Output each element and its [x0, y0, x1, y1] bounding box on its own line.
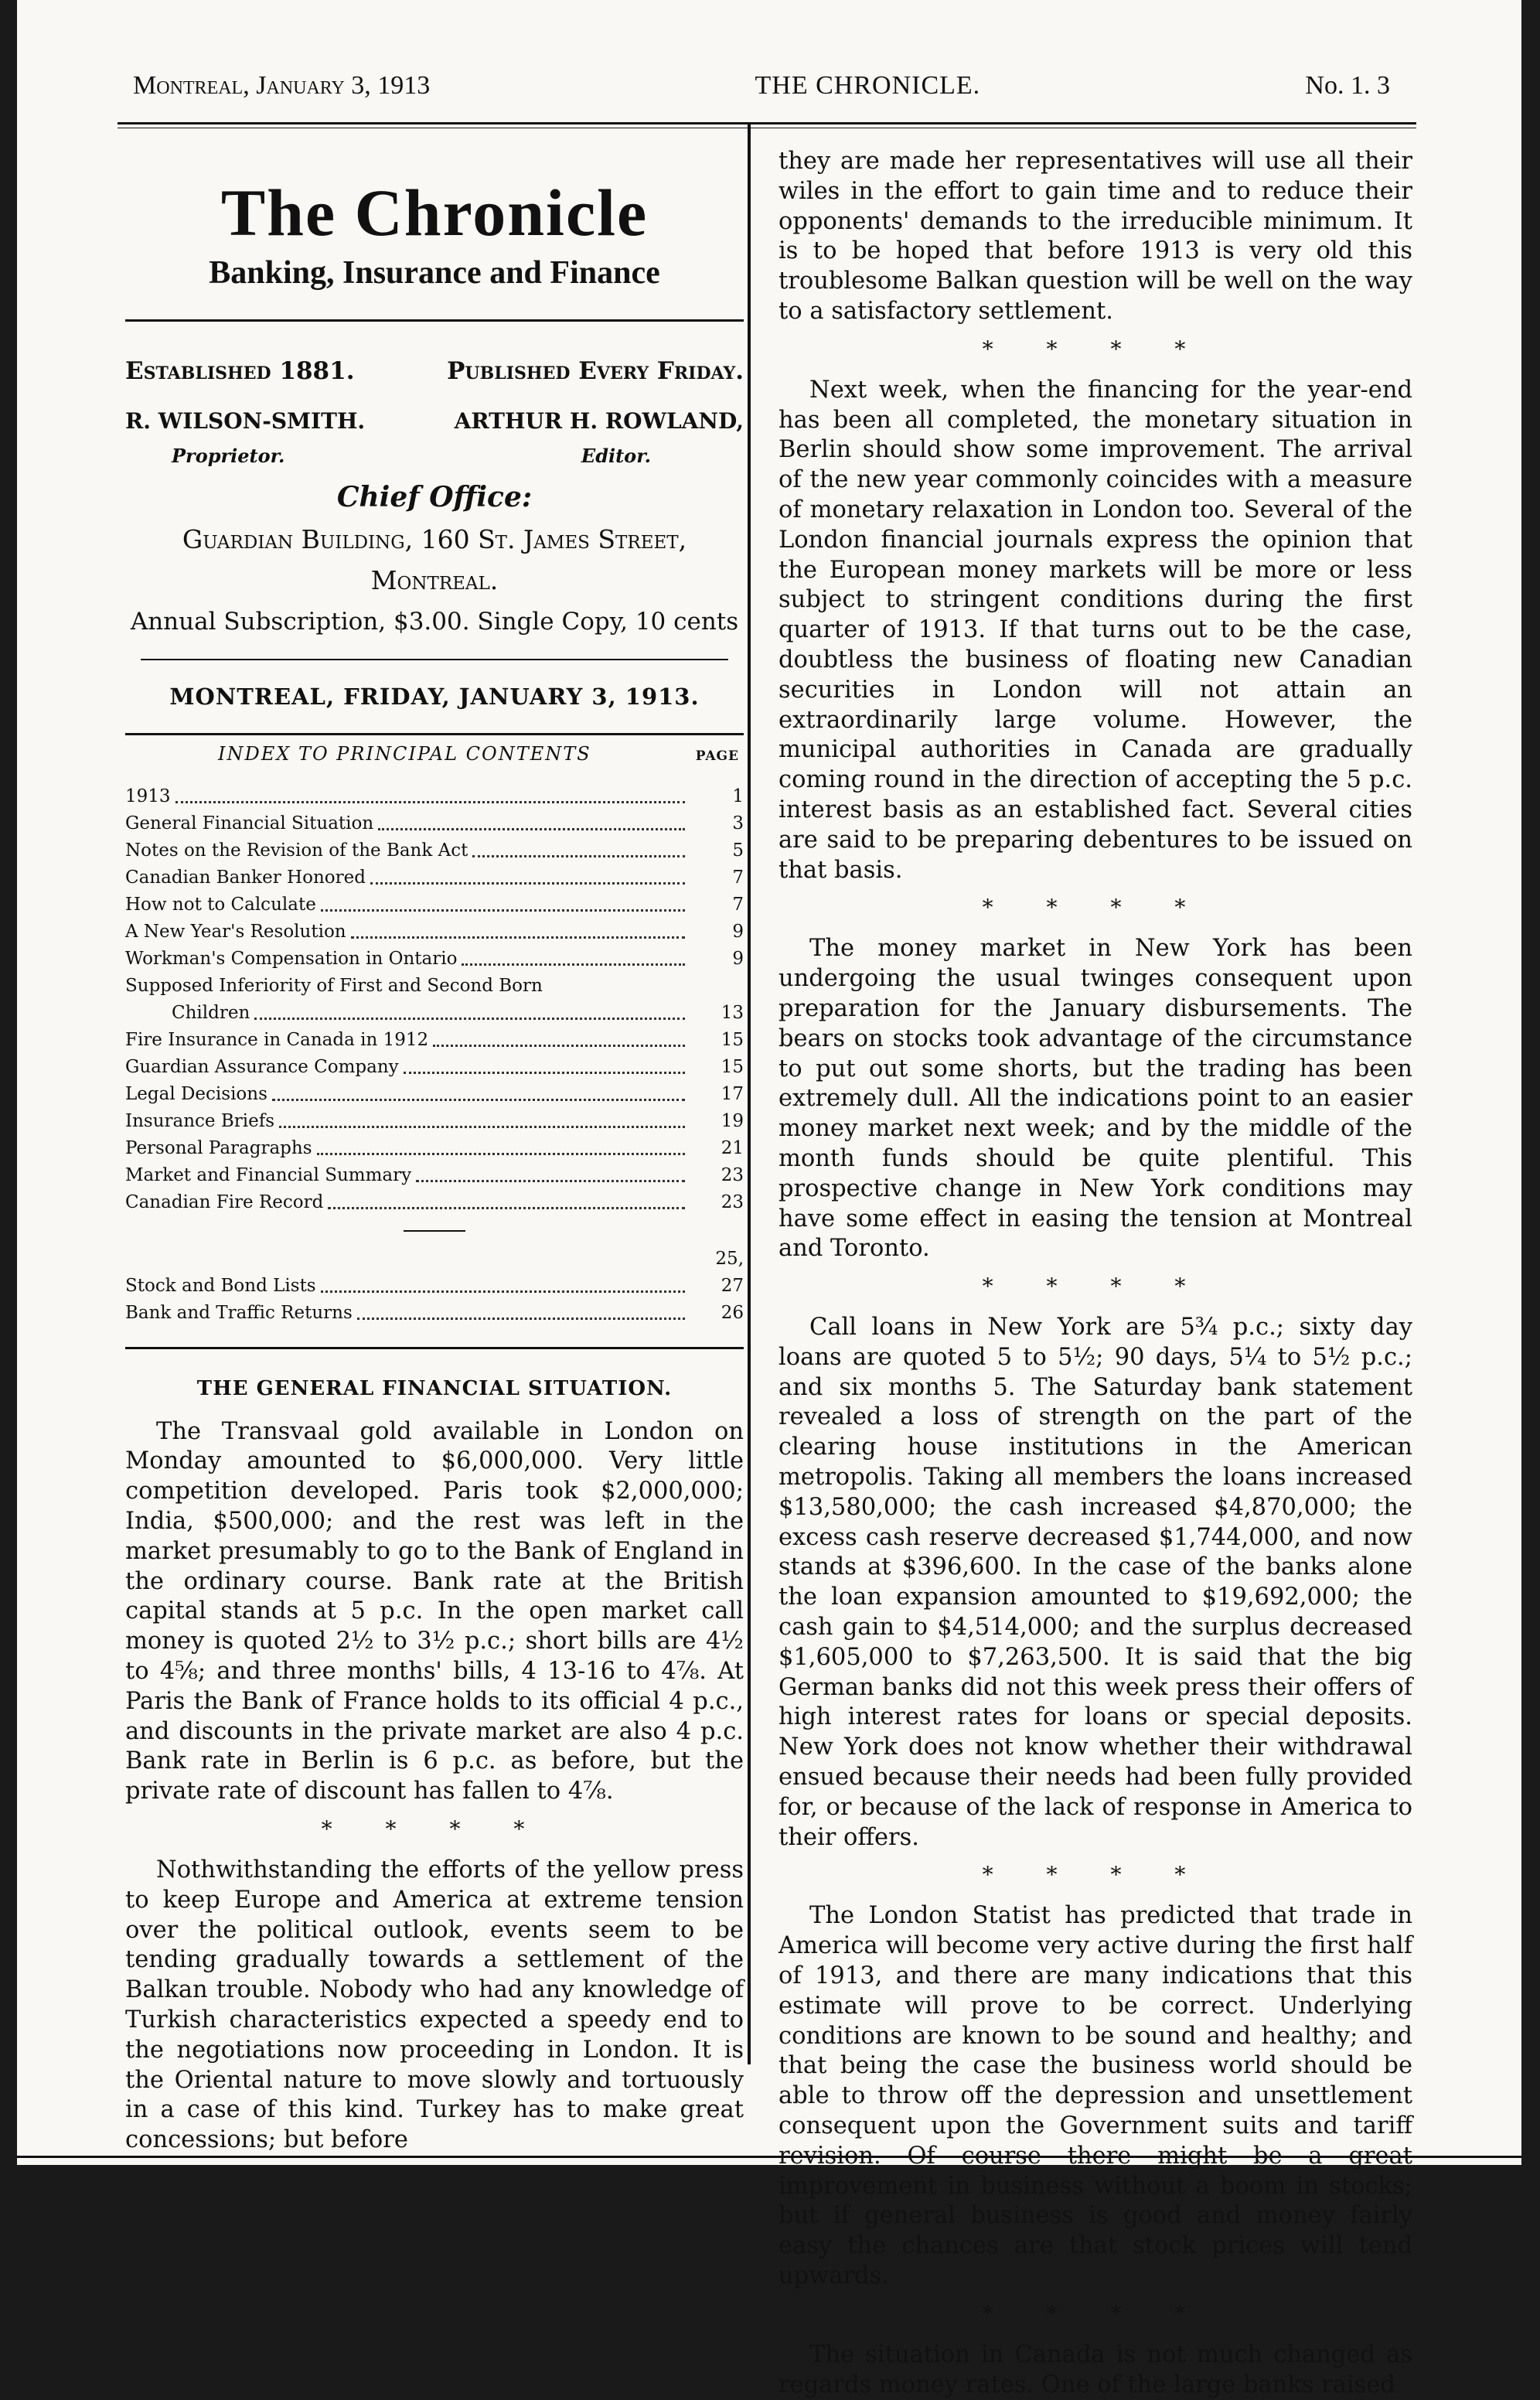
article-paragraph: The money market in New York has been undergoing the usual twinges consequent upon preparation for the January disbursements. The bears on stocks took advantage of the circumstance to put out some shorts, but the trading has been extremely dull. All the indications point to an easier money market next week; and by the middle of the month funds should be quite plentiful. This prospective change in New York conditions may have some effect in easing the tension at Montreal and Toronto.	[779, 935, 1412, 1263]
index-entry-label: How not to Calculate	[125, 894, 316, 915]
article-title: THE GENERAL FINANCIAL SITUATION.	[196, 1376, 673, 1400]
index-leader-dots	[175, 801, 685, 803]
index-entry-label: Market and Financial Summary	[125, 1164, 412, 1185]
index-header	[125, 743, 744, 765]
index-leader-dots	[328, 1207, 685, 1209]
masthead-subtitle: Banking, Insurance and Finance	[209, 254, 660, 291]
issue-dateline: MONTREAL, FRIDAY, JANUARY 3, 1913.	[169, 683, 700, 710]
index-entry-page: 3	[732, 813, 744, 834]
index-entry-page: 25, 27	[715, 1248, 744, 1296]
index-list-secondary	[125, 1246, 744, 1327]
newspaper-page	[17, 0, 1521, 2398]
masthead	[125, 176, 744, 291]
section-stars: * * * *	[982, 895, 1209, 921]
index-entry-page: 23	[721, 1191, 744, 1212]
index-leader-dots	[433, 1045, 685, 1047]
index-entry	[125, 810, 744, 837]
section-stars: * * * *	[982, 1273, 1209, 1300]
article-paragraph: The situation in Canada is not much changed as regards money rates. One of the large banks raised	[779, 2340, 1412, 2398]
index-entry-label: Canadian Banker Honored	[125, 867, 366, 888]
index-entry-page: 9	[732, 921, 744, 942]
staff-names	[125, 408, 744, 434]
chief-office-label: Chief Office:	[336, 480, 533, 513]
index-entry-label: Stock and Bond Lists	[125, 1275, 316, 1296]
index-leader-dots	[416, 1180, 685, 1182]
index-entry	[125, 919, 744, 946]
index-entry-page: 15	[721, 1056, 744, 1077]
index-entry-page: 23	[721, 1164, 744, 1185]
section-stars: * * * *	[982, 1862, 1209, 1888]
publication-info	[125, 357, 744, 385]
index-entry-label: Bank and Traffic Returns	[125, 1302, 353, 1323]
index-entry	[125, 1081, 744, 1108]
article-paragraph: they are made her representatives will use all their wiles in the effort to gain time and to reduce their opponents' demands to the irreducible minimum. It is to be hoped that before 1913 is very old this troublesome Balkan question will be well on the way to a satisfactory settlement.	[779, 148, 1412, 325]
index-entry-label: A New Year's Resolution	[125, 921, 346, 942]
index-entry	[125, 1027, 744, 1054]
section-stars: * * * *	[982, 336, 1209, 362]
article-paragraph: The Transvaal gold available in London on Monday amounted to $6,000,000. Very little competition developed. Paris took $2,000,000; India, $500,000; and the rest was left in the market presumably to go to the Bank of England in the ordinary course. Bank rate at the British capital stands at 5 p.c. In the open market call money is quoted 2½ to 3½ p.c.; short bills are 4½ to 4⅝; and three months' bills, 4 13-16 to 4⅞. At Paris the Bank of France holds to its official 4 p.c., and discounts in the private market are also 4 p.c. Bank rate in Berlin is 6 p.c. as before, but the private rate of discount has fallen to 4⅞.	[125, 1417, 744, 1805]
index-entry	[125, 1162, 744, 1189]
index-entry	[125, 891, 744, 919]
column-divider	[748, 124, 751, 2064]
index-entry-label: Insurance Briefs	[125, 1110, 275, 1131]
index-entry-label: Supposed Inferiority of First and Second Born	[125, 975, 543, 996]
article-paragraph: The London Statist has predicted that trade in America will become very active during the first half of 1913, and there are many indications that this estimate will prove to be correct. Underlying conditions are known to be sound and healthy; and that being the case the business world should be able to throw off the depression and unsettlement consequent upon the Government suits and tariff revision. Of course there might be a great improvement in business without a boom in stocks; but if general business is good and money fairly easy the chances are that stock prices will tend upwards.	[779, 1902, 1412, 2289]
article-paragraph: Nothwithstanding the efforts of the yellow press to keep Europe and America at extreme tension over the political outlook, events seem to be tending gradually towards a settlement of the Balkan trouble. Nobody who had any knowledge of Turkish characteristics expected a speedy end to the negotiations now proceeding in London. It is the Oriental nature to move slowly and tortuously in a case of this kind. Turkey has to make great concessions; but before	[125, 1856, 744, 2154]
index-leader-dots	[272, 1099, 685, 1101]
index-entry-page: 7	[732, 867, 744, 888]
index-entry-page: 7	[732, 894, 744, 915]
published-text: Published Every Friday.	[447, 356, 744, 385]
index-page-header: PAGE	[695, 748, 739, 764]
index-leader-dots	[321, 1290, 685, 1293]
index-entry-continuation	[125, 1000, 744, 1027]
index-entry	[125, 864, 744, 891]
index-list	[125, 783, 744, 1216]
section-stars: * * * *	[982, 2300, 1209, 2327]
index-leader-dots	[370, 882, 685, 885]
index-entry	[125, 1054, 744, 1081]
index-leader-dots	[279, 1126, 685, 1128]
index-entry-page: 26	[721, 1302, 744, 1323]
editor-name: ARTHUR H. ROWLAND,	[454, 407, 744, 434]
index-leader-dots	[404, 1072, 685, 1074]
masthead-title: The Chronicle	[220, 176, 649, 250]
index-entry-page: 21	[721, 1137, 744, 1158]
index-entry-page: 17	[721, 1083, 744, 1104]
index-entry-page: 1	[732, 786, 744, 806]
right-column	[779, 147, 1412, 2400]
index-entry-label: General Financial Situation	[125, 813, 374, 834]
index-entry-page: 5	[732, 840, 744, 861]
dateline-rule	[125, 733, 744, 735]
index-entry-label: Workman's Compensation in Ontario	[125, 948, 458, 969]
index-leader-dots	[462, 963, 685, 966]
index-entry-label: Fire Insurance in Canada in 1912	[125, 1029, 429, 1050]
running-head-date: Montreal, January 3, 1913	[133, 71, 431, 100]
index-title: INDEX TO PRINCIPAL CONTENTS	[218, 742, 591, 765]
index-entry-label: Canadian Fire Record	[125, 1191, 324, 1212]
office-address: Guardian Building, 160 St. James Street,	[182, 523, 687, 554]
index-entry	[125, 783, 744, 810]
established-text: Established 1881.	[125, 356, 355, 385]
index-leader-dots	[317, 1153, 685, 1155]
index-entry	[125, 1135, 744, 1162]
index-entry	[125, 1300, 744, 1327]
index-entry-label: Legal Decisions	[125, 1083, 267, 1104]
index-leader-dots	[378, 828, 685, 830]
subscription-price: Annual Subscription, $3.00. Single Copy, 10 cents	[130, 607, 739, 636]
index-leader-dots	[357, 1318, 685, 1320]
header-rule	[118, 122, 1416, 128]
index-entry	[125, 946, 744, 973]
index-entry	[125, 837, 744, 864]
proprietor-name: R. WILSON-SMITH.	[125, 407, 366, 434]
proprietor-role: Proprietor.	[172, 444, 285, 467]
editor-role: Editor.	[581, 444, 651, 467]
index-entry-label: Personal Paragraphs	[125, 1137, 312, 1158]
running-head-title: THE CHRONICLE.	[755, 71, 981, 100]
index-entry-page: 9	[732, 948, 744, 969]
running-head-number: No. 1. 3	[1305, 71, 1390, 100]
running-head	[133, 71, 1390, 110]
index-leader-dots	[254, 1018, 685, 1020]
left-column	[125, 155, 744, 2156]
index-entry-page: 19	[721, 1110, 744, 1131]
office-city: Montreal.	[370, 564, 499, 595]
index-separator	[404, 1230, 465, 1232]
index-entry-page: 15	[721, 1029, 744, 1050]
index-leader-dots	[472, 855, 685, 857]
index-entry	[125, 1246, 744, 1300]
article-paragraph: Call loans in New York are 5¾ p.c.; sixty day loans are quoted 5 to 5½; 90 days, 5¼ to 5½ p.c.; and six months 5. The Saturday bank statement revealed a loss of strength on the part of the clearing house institutions in the American metropolis. Taking all members the loans increased $13,580,000; the cash increased $4,870,000; the excess cash reserve decreased $1,744,000, and now stands at $396,600. In the case of the banks alone the loan expansion amounted to $19,692,000; the cash gain to $4,514,000; and the surplus decreased $1,605,000 to $7,263,500. It is said that the big German banks did not this week press their offers of high interest rates for loans or special deposits. New York does not know whether their withdrawal ensued because their needs had been fully provided for, or because of the lack of response in America to their offers.	[779, 1314, 1412, 1851]
index-entry-label: Children	[172, 1002, 250, 1023]
index-entry-page: 13	[721, 1002, 744, 1023]
index-rule	[125, 1347, 744, 1349]
index-leader-dots	[351, 936, 685, 939]
index-leader-dots	[321, 909, 685, 912]
index-entry-label: Notes on the Revision of the Bank Act	[125, 840, 468, 861]
index-entry	[125, 1108, 744, 1135]
subscription-rule	[141, 659, 728, 660]
staff-roles	[125, 445, 744, 467]
index-entry-label: 1913	[125, 786, 171, 806]
article-paragraph: Next week, when the financing for the year-end has been all completed, the monetary situation in Berlin should show some improvement. The arrival of the new year commonly coincides with a measure of monetary relaxation in London too. Several of the London financial journals express the opinion that the European money markets will be more or less subject to stringent conditions during the first quarter of 1913. If that turns out to be the case, doubtless the business of floating new Canadian securities in London will not attain an extraordinarily large volume. However, the municipal authorities in Canada are gradually coming round in the direction of accepting the 5 p.c. interest basis as an established fact. Several cities are said to be preparing debentures to be issued on that basis.	[779, 376, 1412, 884]
footer-rule	[17, 2156, 1521, 2161]
index-entry-label: Guardian Assurance Company	[125, 1056, 399, 1077]
index-entry	[125, 1189, 744, 1216]
index-entry	[125, 973, 744, 1027]
section-stars: * * * *	[321, 1815, 548, 1842]
masthead-rule	[125, 319, 744, 322]
